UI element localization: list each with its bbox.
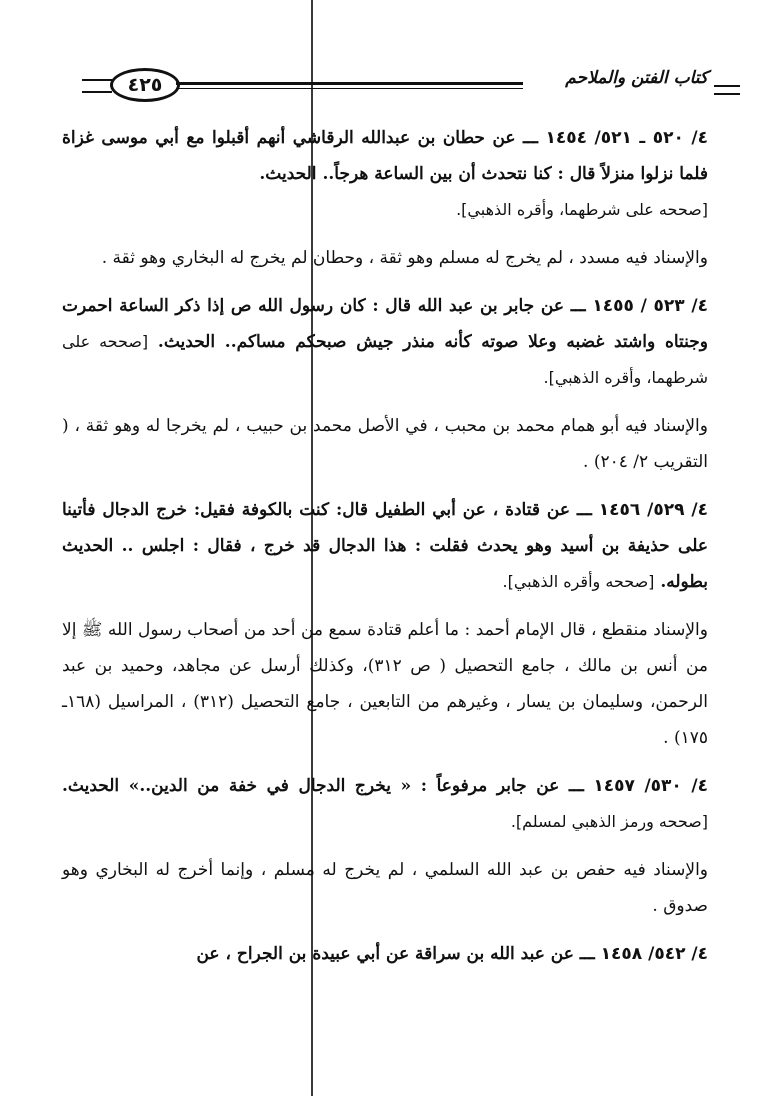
hadith-reference: ٤/ ٥٣٠/ ١٤٥٧ (593, 776, 708, 796)
narration-text: ـــ عن قتادة ، عن أبي الطفيل قال: كنت بالكوفة فقيل: خرج الدجال فأتينا على حذيفة بن أسيد وهو يحدث فقلت : هذا الدجال قد خرج ، فقال : اجلس .. الحديث بطوله. (62, 500, 708, 592)
page-number: ٤٢٥ (127, 74, 163, 96)
hadith-reference: ٤/ ٥٢٩/ ١٤٥٦ (598, 500, 708, 520)
verdict-text: [صححه على شرطهما، وأقره الذهبي]. (456, 200, 708, 219)
header-ornament-right (714, 85, 740, 95)
narration-paragraph (62, 936, 708, 972)
narration-text: ـــ عن عبد الله بن سراقة عن أبي عبيدة بن الجراح ، عن (196, 944, 601, 964)
narration-paragraph (62, 768, 708, 840)
hadith-reference: ٤/ ٥٤٢/ ١٤٥٨ (600, 944, 708, 964)
hadith-reference: ٤/ ٥٢٣ / ١٤٥٥ (592, 296, 708, 316)
commentary-paragraph: والإسناد فيه أبو همام محمد بن محبب ، في الأصل محمد بن حبيب ، لم يخرجا له وهو ثقة ، ( التقريب ٢/ ٢٠٤) . (62, 416, 708, 472)
header-ornament-left (82, 79, 112, 93)
page-number-badge (110, 68, 180, 102)
narration-text: ـــ عن جابر مرفوعاً : « يخرج الدجال في خفة من الدين..» الحديث. (62, 776, 594, 796)
commentary-paragraph: والإسناد منقطع ، قال الإمام أحمد : ما أعلم قتادة سمع من أحد من أصحاب رسول الله ﷺ إلا من أنس بن مالك ، جامع التحصيل ( ص ٣١٢)، وكذلك أرسل عن مجاهد، وحميد بن عبد الرحمن، وسليمان بن يسار ، وغيرهم من التابعين ، جامع التحصيل (٣١٢) ، المراسيل (١٦٨ـ ١٧٥) . (62, 620, 709, 748)
commentary-paragraph: والإسناد فيه حفص بن عبد الله السلمي ، لم يخرج له مسلم ، وإنما أخرج له البخاري وهو صدوق . (62, 860, 708, 916)
narration-paragraph (62, 288, 708, 396)
verdict-text: [صححه وأقره الذهبي]. (502, 572, 655, 591)
verdict-text: [صححه ورمز الذهبي لمسلم]. (510, 812, 708, 831)
narration-text: ـــ عن جابر بن عبد الله قال : كان رسول الله ص إذا ذكر الساعة احمرت وجنتاه واشتد غضبه وعلا صوته كأنه منذر جيش صبحكم مساكم.. الحديث. (62, 296, 709, 352)
page-header (90, 64, 708, 104)
hadith-reference: ٤/ ٥٢٠ ـ ٥٢١/ ١٤٥٤ (545, 128, 708, 148)
narration-text: ـــ عن حطان بن عبدالله الرقاشي أنهم أقبلوا مع أبي موسى غزاة فلما نزلوا منزلاً قال : كنا نتحدث أن بين الساعة هرجاً.. الحديث. (62, 128, 708, 184)
verdict-text: [صححه على شرطهما، وأقره الذهبي]. (62, 332, 708, 387)
narration-paragraph (62, 120, 708, 228)
page-body (62, 120, 708, 984)
commentary-paragraph: والإسناد فيه مسدد ، لم يخرج له مسلم وهو ثقة ، وحطان لم يخرج له البخاري وهو ثقة . (101, 248, 708, 268)
header-rule (176, 82, 523, 89)
narration-paragraph (62, 492, 708, 600)
book-title: كتاب الفتن والملاحم (565, 68, 708, 88)
